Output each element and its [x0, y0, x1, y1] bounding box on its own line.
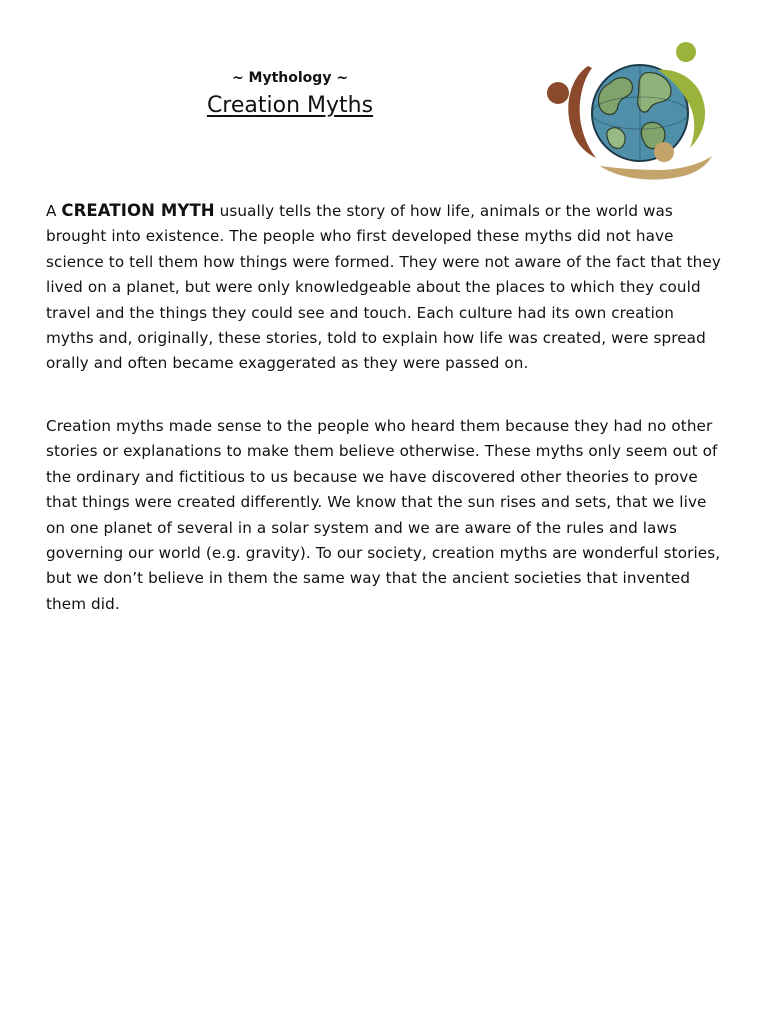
person-figure-brown	[547, 66, 596, 158]
creation-myth-term: CREATION MYTH	[61, 201, 215, 220]
page-title: Creation Myths	[206, 93, 374, 118]
paragraph-1-text: usually tells the story of how life, animals or the world was brought into existence. The people who first developed these myths did not have science to tell them how things were formed. They were not aware of the fact that they lived on a planet, but were only knowledgeable about the places to which they could travel and the things they could see and touch. Each culture had its own creation myths and, originally, these stories, told to explain how life was created, were spread orally and often became exaggerated as they were passed on.	[46, 202, 721, 373]
paragraph-1	[46, 198, 726, 377]
globe-with-people-icon	[540, 38, 720, 188]
paragraph-1-prefix: A	[46, 202, 62, 220]
paragraph-2: Creation myths made sense to the people who heard them because they had no other stories or explanations to make them believe otherwise. These myths only seem out of the ordinary and fictitious to us because we have discovered other theories to prove that things were created differently. We know that the sun rises and sets, that we live on one planet of several in a solar system and we are aware of the rules and laws governing our world (e.g. gravity). To our society, creation myths are wonderful stories, but we don’t believe in them the same way that the ancient societies that invented them did.	[46, 417, 721, 613]
page-subtitle: ~ Mythology ~	[231, 70, 349, 86]
